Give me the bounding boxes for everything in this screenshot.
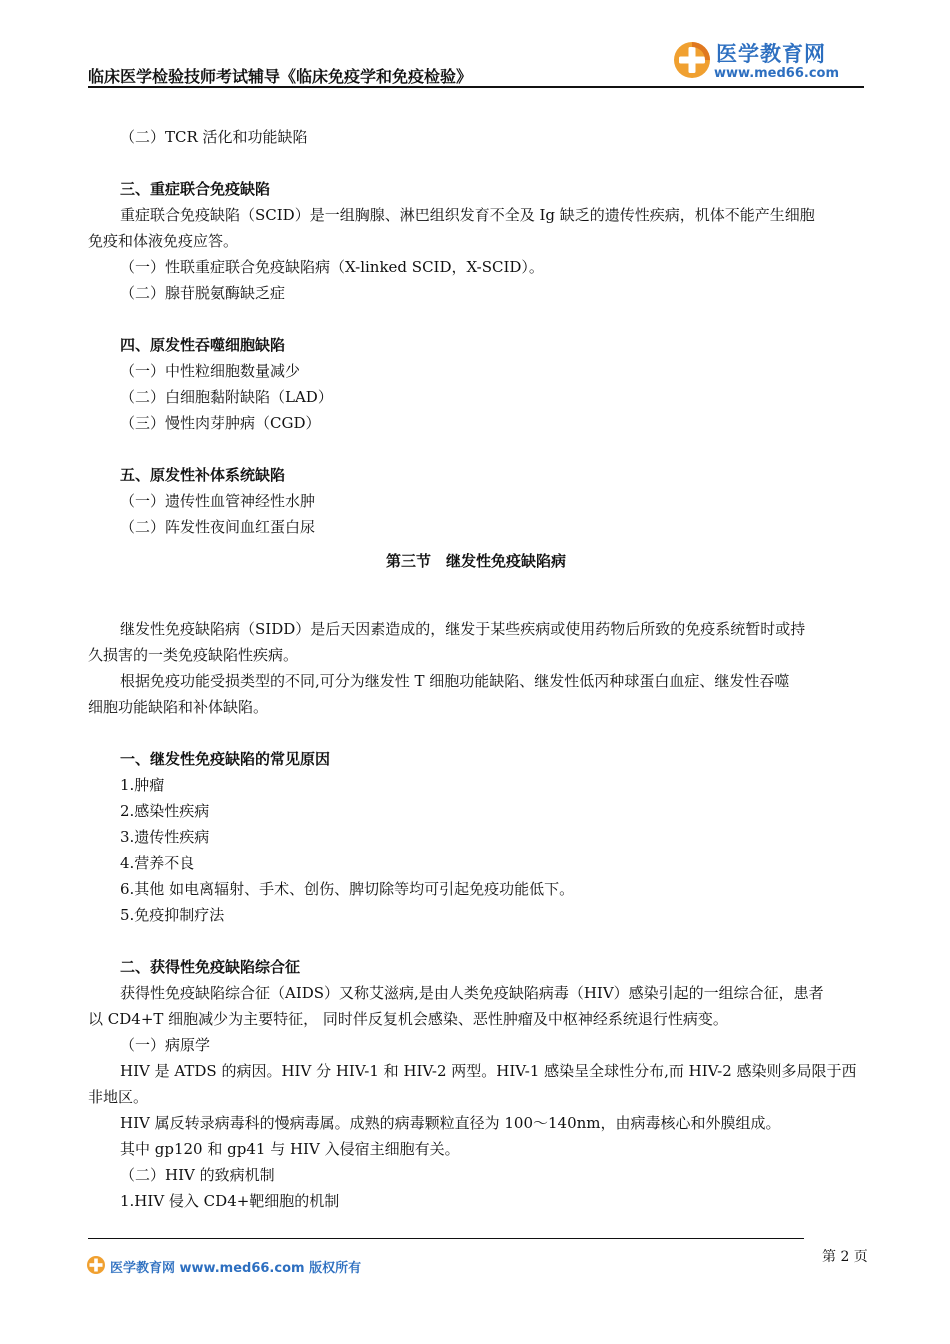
list-item: （二）白细胞黏附缺陷（LAD） xyxy=(120,388,333,406)
header-rule xyxy=(88,86,864,88)
paragraph-line: HIV 是 ATDS 的病因。HIV 分 HIV-1 和 HIV-2 两型。HIV-1 感染呈全球性分布,而 HIV-2 感染则多局限于西 xyxy=(120,1062,857,1080)
paragraph-line: 非地区。 xyxy=(88,1088,149,1106)
paragraph-line: 获得性免疫缺陷综合征（AIDS）又称艾滋病,是由人类免疫缺陷病毒（HIV）感染引起的一组综合征，患者 xyxy=(120,984,824,1002)
list-item: （一）遗传性血管神经性水肿 xyxy=(120,492,316,510)
section-heading: 五、原发性补体系统缺陷 xyxy=(120,466,286,484)
document-header-title: 临床医学检验技师考试辅导《临床免疫学和免疫检验》 xyxy=(88,67,473,86)
subsection-heading: （二）HIV 的致病机制 xyxy=(120,1166,275,1184)
list-item: 6.其他 如电离辐射、手术、创伤、脾切除等均可引起免疫功能低下。 xyxy=(120,880,575,898)
list-item: 3.遗传性疾病 xyxy=(120,828,210,846)
paragraph-line: HIV 属反转录病毒科的慢病毒属。成熟的病毒颗粒直径为 100～140nm，由病毒核心和外膜组成。 xyxy=(120,1114,781,1132)
paragraph-line: 重症联合免疫缺陷（SCID）是一组胸腺、淋巴组织发育不全及 Ig 缺乏的遗传性疾病，机体不能产生细胞 xyxy=(120,206,815,224)
list-item: （二）腺苷脱氨酶缺乏症 xyxy=(120,284,286,302)
section-heading: 四、原发性吞噬细胞缺陷 xyxy=(120,336,286,354)
paragraph-line: 其中 gp120 和 gp41 与 HIV 入侵宿主细胞有关。 xyxy=(120,1140,460,1158)
list-item: 2.感染性疾病 xyxy=(120,802,210,820)
list-item: 1.HIV 侵入 CD4+靶细胞的机制 xyxy=(120,1192,340,1210)
medical-cross-logo-icon xyxy=(672,40,712,80)
list-item: 1.肿瘤 xyxy=(120,776,165,794)
list-item: 5.免疫抑制疗法 xyxy=(120,906,225,924)
logo-name: 医学教育网 xyxy=(716,42,826,66)
paragraph-line: 继发性免疫缺陷病（SIDD）是后天因素造成的，继发于某些疾病或使用药物后所致的免疫系统暂时或持 xyxy=(120,620,806,638)
list-item: （三）慢性肉芽肿病（CGD） xyxy=(120,414,321,432)
list-item: 4.营养不良 xyxy=(120,854,195,872)
footer-brand-text: 医学教育网 www.med66.com 版权所有 xyxy=(110,1261,362,1276)
paragraph-line: 免疫和体液免疫应答。 xyxy=(88,232,239,250)
paragraph-line: 以 CD4+T 细胞减少为主要特征， 同时伴反复机会感染、恶性肿瘤及中枢神经系统退行性病变。 xyxy=(88,1010,728,1028)
section-heading: 三、重症联合免疫缺陷 xyxy=(120,180,271,198)
paragraph-line: 久损害的一类免疫缺陷性疾病。 xyxy=(88,646,299,664)
medical-cross-logo-icon xyxy=(86,1255,106,1275)
document-body xyxy=(88,124,864,1214)
paragraph-line: 细胞功能缺陷和补体缺陷。 xyxy=(88,698,269,716)
subsection-heading: （一）病原学 xyxy=(120,1036,211,1054)
list-item: （一）中性粒细胞数量减少 xyxy=(120,362,301,380)
subsection-heading: （二）TCR 活化和功能缺陷 xyxy=(120,128,308,146)
paragraph-line: 根据免疫功能受损类型的不同,可分为继发性 T 细胞功能缺陷、继发性低丙种球蛋白血症、继发性吞噬 xyxy=(120,672,790,690)
footer-rule xyxy=(88,1238,804,1239)
chapter-heading: 第三节 继发性免疫缺陷病 xyxy=(385,552,566,570)
section-heading: 一、继发性免疫缺陷的常见原因 xyxy=(120,750,331,768)
list-item: （一）性联重症联合免疫缺陷病（X-linked SCID，X-SCID）。 xyxy=(120,258,544,276)
site-logo[interactable] xyxy=(672,38,862,86)
list-item: （二）阵发性夜间血红蛋白尿 xyxy=(120,518,316,536)
page-number: 第 2 页 xyxy=(822,1249,868,1265)
logo-url[interactable]: www.med66.com xyxy=(714,66,840,81)
section-heading: 二、获得性免疫缺陷综合征 xyxy=(120,958,301,976)
